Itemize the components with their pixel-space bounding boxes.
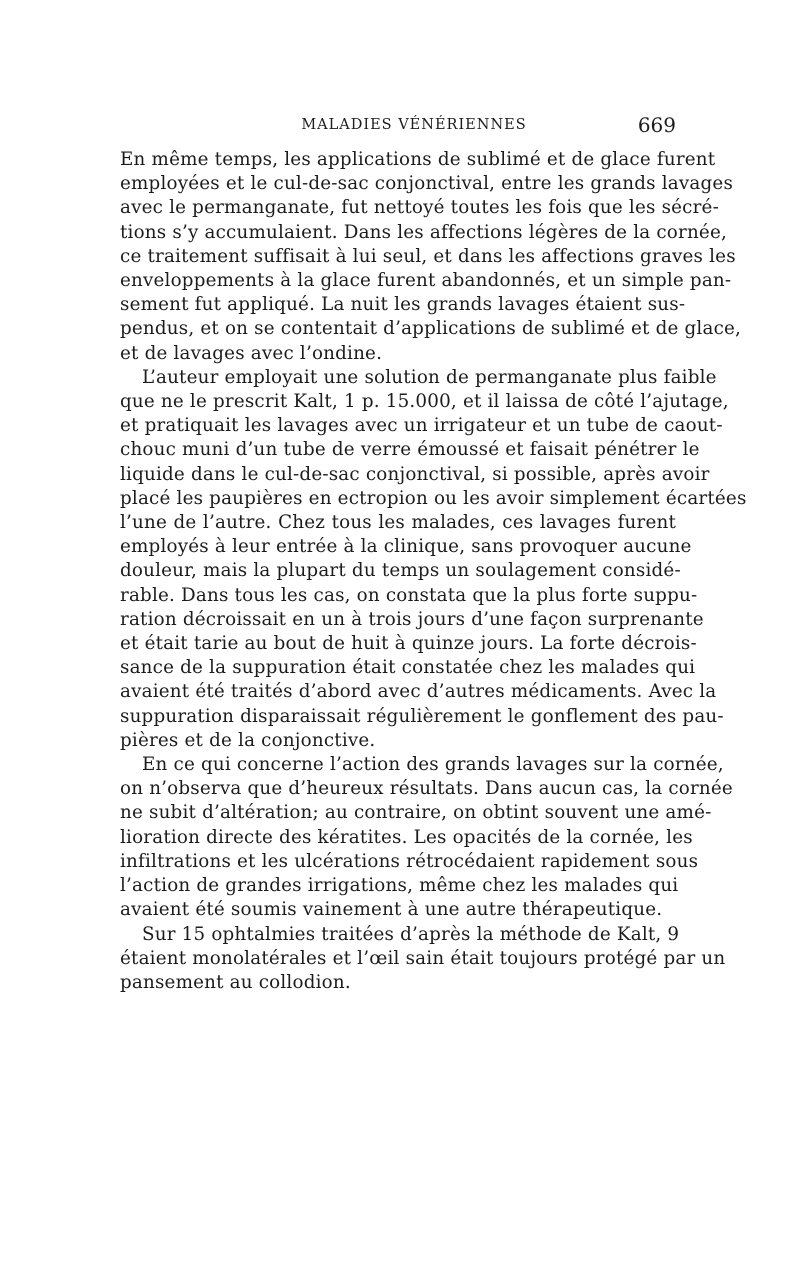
text-line: placé les paupières en ectropion ou les avoir simplement écartées — [120, 487, 747, 509]
text-line: Sur 15 ophtalmies traitées d’après la méthode de Kalt, 9 — [142, 923, 680, 945]
text-line: sement fut appliqué. La nuit les grands lavages étaient sus- — [120, 294, 686, 316]
text-line: employées et le cul-de-sac conjonctival, entre les grands lavages — [120, 173, 734, 195]
text-line: avaient été soumis vainement à une autre thérapeutique. — [120, 899, 663, 921]
text-line: douleur, mais la plupart du temps un soulagement considé- — [120, 560, 681, 582]
text-line: l’une de l’autre. Chez tous les malades, ces lavages furent — [120, 512, 676, 534]
text-line: enveloppements à la glace furent abandonnés, et un simple pan- — [120, 270, 732, 292]
text-line: tions s’y accumulaient. Dans les affections légères de la cornée, — [120, 221, 727, 243]
text-line: L’auteur employait une solution de permanganate plus faible — [142, 366, 717, 388]
text-line: ration décroissait en un à trois jours d’une façon surprenante — [120, 608, 704, 630]
running-title: MALADIES VÉNÉRIENNES — [301, 117, 527, 133]
text-line: pansement au collodion. — [120, 971, 351, 993]
text-line: on n’observa que d’heureux résultats. Dans aucun cas, la cornée — [120, 778, 733, 800]
text-line: avaient été traités d’abord avec d’autres médicaments. Avec la — [120, 681, 717, 703]
text-line: employés à leur entrée à la clinique, sans provoquer aucune — [120, 536, 692, 558]
text-line: infiltrations et les ulcérations rétrocédaient rapidement sous — [120, 850, 699, 872]
text-line: En ce qui concerne l’action des grands lavages sur la cornée, — [142, 754, 724, 776]
text-line: et pratiquait les lavages avec un irrigateur et un tube de caout- — [120, 415, 723, 437]
text-line: liquide dans le cul-de-sac conjonctival, si possible, après avoir — [120, 463, 710, 485]
running-header — [120, 113, 678, 143]
text-line: que ne le prescrit Kalt, 1 p. 15.000, et il laissa de côté l’ajutage, — [120, 391, 729, 413]
text-line: sance de la suppuration était constatée chez les malades qui — [120, 657, 696, 679]
text-line: lioration directe des kératites. Les opacités de la cornée, les — [120, 826, 693, 848]
text-line: avec le permanganate, fut nettoyé toutes les fois que les sécré- — [120, 197, 719, 219]
body-text — [120, 148, 747, 995]
text-line: suppuration disparaissait régulièrement le gonflement des pau- — [120, 705, 724, 727]
text-line: l’action de grandes irrigations, même chez les malades qui — [120, 875, 679, 897]
text-line: rable. Dans tous les cas, on constata que la plus forte suppu- — [120, 584, 698, 606]
page-number: 669 — [637, 113, 676, 137]
text-line: pières et de la conjonctive. — [120, 729, 376, 751]
text-line: étaient monolatérales et l’œil sain était toujours protégé par un — [120, 947, 726, 969]
text-line: chouc muni d’un tube de verre émoussé et faisait pénétrer le — [120, 439, 700, 461]
text-line: et de lavages avec l’ondine. — [120, 342, 383, 364]
text-line: ne subit d’altération; au contraire, on obtint souvent une amé- — [120, 802, 712, 824]
text-line: et était tarie au bout de huit à quinze jours. La forte décrois- — [120, 633, 697, 655]
text-line: En même temps, les applications de sublimé et de glace furent — [120, 149, 716, 170]
text-line: pendus, et on se contentait d’applications de sublimé et de glace, — [120, 318, 742, 340]
text-line: ce traitement suffisait à lui seul, et dans les affections graves les — [120, 245, 736, 267]
